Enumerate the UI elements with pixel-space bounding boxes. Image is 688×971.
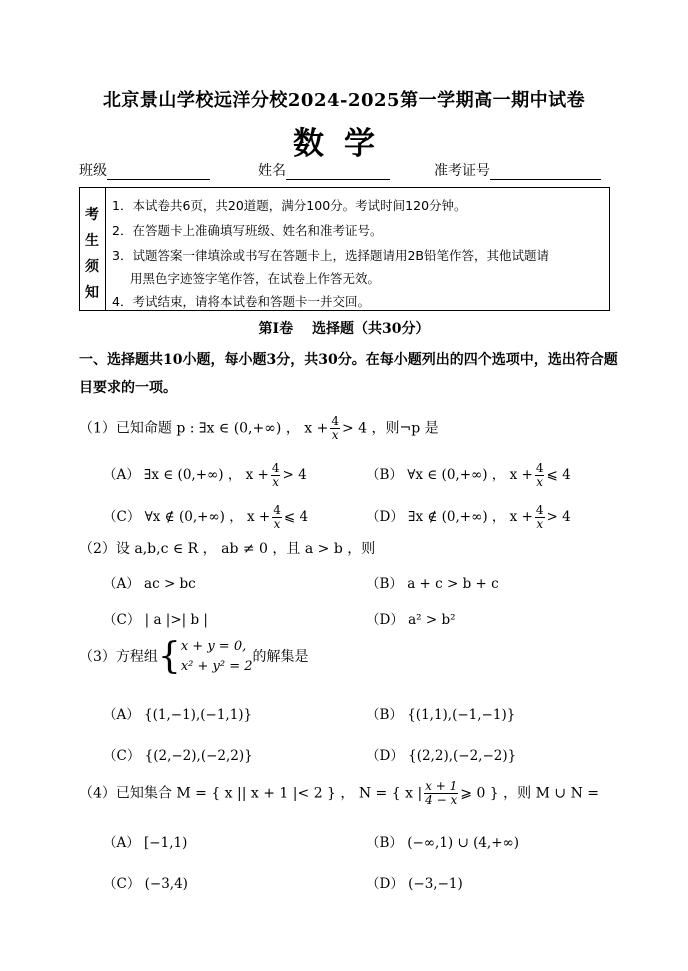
option-text: （D） ∃x ∉ (0,+∞) ， x +	[366, 509, 533, 525]
option-text: > 4	[546, 509, 571, 525]
q1-option-c	[103, 504, 308, 531]
numerator: 4	[273, 503, 281, 517]
class-blank	[107, 165, 210, 180]
notice-item: 1．本试卷共6页，共20道题，满分100分。考试时间120分钟。	[112, 198, 467, 213]
exam-title: 北京景山学校远洋分校2024-2025第一学期高一期中试卷	[102, 90, 586, 111]
q4-option-c: （C） (−3,4)	[103, 876, 188, 892]
equation: x + y = 0,	[180, 639, 247, 654]
q4-stem-text: （4）已知集合 M = { x || x + 1 |< 2 } ， N = { x |	[79, 785, 423, 802]
q4-option-d: （D） (−3,−1)	[366, 876, 463, 892]
q3-option-d: （D） {(2,2),(−2,−2)}	[366, 748, 517, 764]
option-text: （B） ∀x ∈ (0,+∞) ， x +	[366, 467, 533, 483]
numerator: 4	[535, 503, 544, 517]
notice-item: 4．考试结束，请将本试卷和答题卡一并交回。	[112, 294, 370, 309]
class-label: 班级	[79, 163, 107, 179]
fraction	[272, 504, 282, 531]
notice-char: 考	[85, 207, 99, 223]
numerator: x + 1	[425, 779, 458, 793]
exam-id-blank	[490, 165, 601, 180]
q3-stem-text: （3）方程组	[79, 649, 158, 665]
numerator: 4	[331, 414, 339, 428]
subject-title: 数学	[293, 126, 395, 162]
numerator: 4	[271, 461, 280, 475]
part-title: 第Ⅰ卷 选择题（共30分）	[258, 321, 430, 337]
name-blank	[286, 165, 390, 180]
q4-stem-text: ⩾ 0 } ，则 M ∪ N =	[460, 785, 600, 802]
brace-symbol: {	[157, 636, 181, 677]
question-1-stem	[79, 415, 439, 442]
notice-item: 3．试题答案一律填涂或书写在答题卡上，选择题请用2B铅笔作答，其他试题请	[112, 248, 549, 263]
q2-option-b: （B） a + c > b + c	[366, 576, 499, 592]
name-label: 姓名	[258, 163, 286, 179]
fraction	[271, 462, 281, 489]
q3-option-c: （C） {(2,−2),(−2,2)}	[103, 748, 253, 764]
class-field	[79, 160, 210, 180]
fraction	[535, 504, 545, 531]
option-text: （A） ∃x ∈ (0,+∞) ， x +	[103, 467, 269, 483]
q3-option-a: （A） {(1,−1),(−1,1)}	[103, 707, 253, 723]
numerator: 4	[535, 461, 544, 475]
denominator: x	[272, 475, 280, 489]
exam-id-label: 准考证号	[434, 163, 490, 179]
option-text: ⩽ 4	[546, 467, 571, 483]
option-text: （C） ∀x ∉ (0,+∞) ， x +	[103, 509, 271, 525]
q2-option-a: （A） ac > bc	[103, 576, 196, 592]
equation: x² + y² = 2	[180, 659, 253, 674]
q3-option-b: （B） {(1,1),(−1,−1)}	[366, 707, 516, 723]
q1-option-b	[366, 462, 571, 489]
denominator: x	[536, 517, 544, 531]
q1-stem-text: （1）已知命题 p : ∃x ∈ (0,+∞) ， x +	[79, 420, 329, 437]
notice-side-label	[80, 188, 106, 310]
question-4-stem	[79, 780, 599, 807]
q4-option-b: （B） (−∞,1) ∪ (4,+∞)	[366, 835, 520, 851]
option-text: > 4	[282, 467, 307, 483]
name-field	[258, 160, 390, 180]
notice-item: 用黑色字迹签字笔作答，在试卷上作答无效。	[130, 271, 381, 286]
denominator: x	[273, 517, 281, 531]
question-3-stem	[79, 637, 309, 677]
section-instructions: 一、选择题共10小题，每小题3分，共30分。在每小题列出的四个选项中，选出符合题目要求的一项。	[79, 352, 618, 396]
fraction	[424, 780, 458, 807]
fraction	[330, 415, 340, 442]
exam-id-field	[434, 160, 601, 180]
notice-char: 知	[85, 285, 99, 301]
notice-char: 须	[85, 259, 99, 275]
fraction	[535, 462, 545, 489]
equation-system	[181, 637, 253, 677]
notice-item: 2．在答题卡上准确填写班级、姓名和准考证号。	[112, 223, 383, 238]
q2-option-d: （D） a² > b²	[366, 612, 456, 628]
denominator: x	[536, 475, 544, 489]
exam-notice-box	[79, 187, 610, 311]
question-2-stem: （2）设 a,b,c ∈ R ， ab ≠ 0 ，且 a > b ，则	[79, 541, 376, 557]
q4-option-a: （A） [−1,1)	[103, 835, 188, 851]
notice-char: 生	[85, 233, 99, 249]
denominator: x	[331, 428, 339, 442]
q1-stem-text: > 4 ，则¬p 是	[341, 420, 439, 437]
q2-option-c: （C） | a |>| b |	[103, 612, 208, 628]
denominator: 4 − x	[425, 793, 458, 807]
q3-stem-text: 的解集是	[252, 649, 309, 665]
q1-option-a	[103, 462, 307, 489]
q1-option-d	[366, 504, 571, 531]
option-text: ⩽ 4	[283, 509, 309, 525]
